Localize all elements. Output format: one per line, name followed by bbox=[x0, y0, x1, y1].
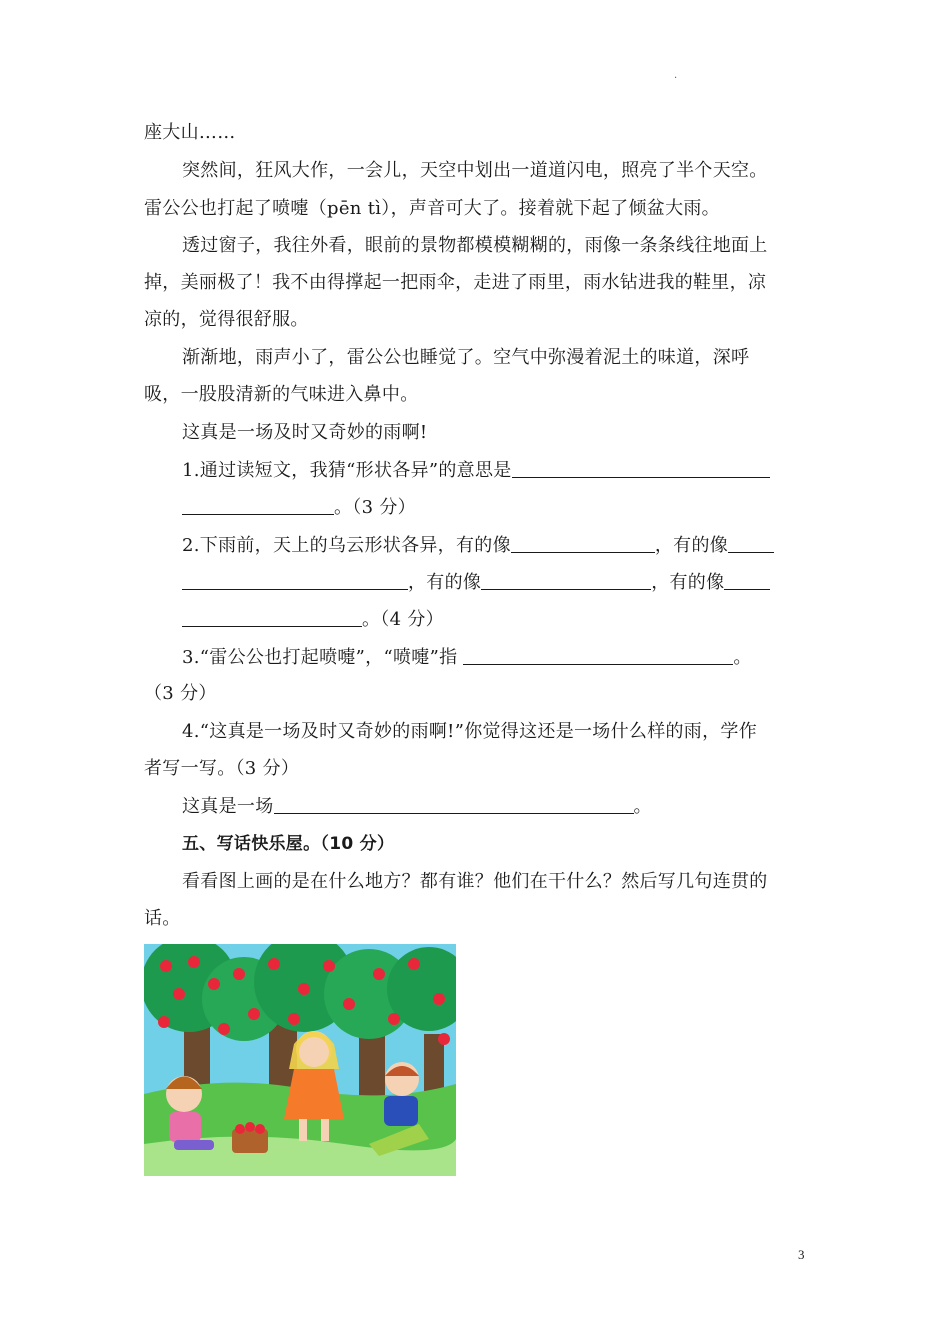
passage-line: 吸，一股股清新的气味进入鼻中。 bbox=[144, 384, 419, 405]
answer-blank[interactable] bbox=[182, 606, 362, 627]
passage-line: 掉，美丽极了！我不由得撑起一把雨伞，走进了雨里，雨水钻进我的鞋里，凉 bbox=[144, 272, 767, 293]
question-1-cont: 。（3 分） bbox=[182, 494, 416, 521]
passage-line: 雷公公也打起了喷嚏（pēn tì），声音可大了。接着就下起了倾盆大雨。 bbox=[144, 198, 720, 219]
question-2-cont: 。（4 分） bbox=[182, 606, 444, 633]
apple-orchard-illustration bbox=[144, 944, 456, 1176]
answer-blank[interactable] bbox=[274, 793, 634, 814]
question-1: 1.通过读短文，我猜“形状各异”的意思是 bbox=[182, 457, 770, 484]
question-4-cont: 者写一写。（3 分） bbox=[144, 758, 300, 779]
question-4: 4.“这真是一场及时又奇妙的雨啊!”你觉得这还是一场什么样的雨，学作 bbox=[182, 721, 758, 742]
answer-blank[interactable] bbox=[481, 569, 651, 590]
answer-blank[interactable] bbox=[182, 569, 408, 590]
header-mark: . bbox=[674, 70, 678, 81]
answer-blank[interactable] bbox=[512, 457, 770, 478]
page-number: 3 bbox=[798, 1247, 805, 1262]
question-2: 2.下雨前，天上的乌云形状各异，有的像 ，有的像 bbox=[182, 532, 774, 559]
passage-line: 突然间，狂风大作，一会儿，天空中划出一道道闪电，照亮了半个天空。 bbox=[182, 160, 768, 181]
section-5-instruction: 看看图上画的是在什么地方？都有谁？他们在干什么？然后写几句连贯的 bbox=[182, 871, 768, 892]
answer-blank[interactable] bbox=[724, 569, 770, 590]
question-4-answer: 这真是一场 。 bbox=[182, 793, 652, 820]
answer-blank[interactable] bbox=[511, 532, 655, 553]
answer-blank[interactable] bbox=[182, 494, 334, 515]
section-5-instruction: 话。 bbox=[144, 908, 181, 929]
passage-line: 这真是一场及时又奇妙的雨啊! bbox=[182, 422, 428, 443]
question-3-score: （3 分） bbox=[144, 683, 217, 704]
passage-line: 透过窗子，我往外看，眼前的景物都模模糊糊的，雨像一条条线往地面上 bbox=[182, 235, 768, 256]
section-5-title: 五、写话快乐屋。（10 分） bbox=[182, 834, 395, 854]
passage-line: 渐渐地，雨声小了，雷公公也睡觉了。空气中弥漫着泥土的味道，深呼 bbox=[182, 347, 750, 368]
question-2-cont: ，有的像 ，有的像 bbox=[182, 569, 770, 596]
answer-blank[interactable] bbox=[728, 532, 774, 553]
passage-line: 座大山…… bbox=[144, 122, 236, 143]
passage-line: 凉的，觉得很舒服。 bbox=[144, 309, 309, 330]
answer-blank[interactable] bbox=[463, 644, 733, 665]
question-3: 3.“雷公公也打起喷嚏”，“喷嚏”指 。 bbox=[182, 644, 752, 671]
